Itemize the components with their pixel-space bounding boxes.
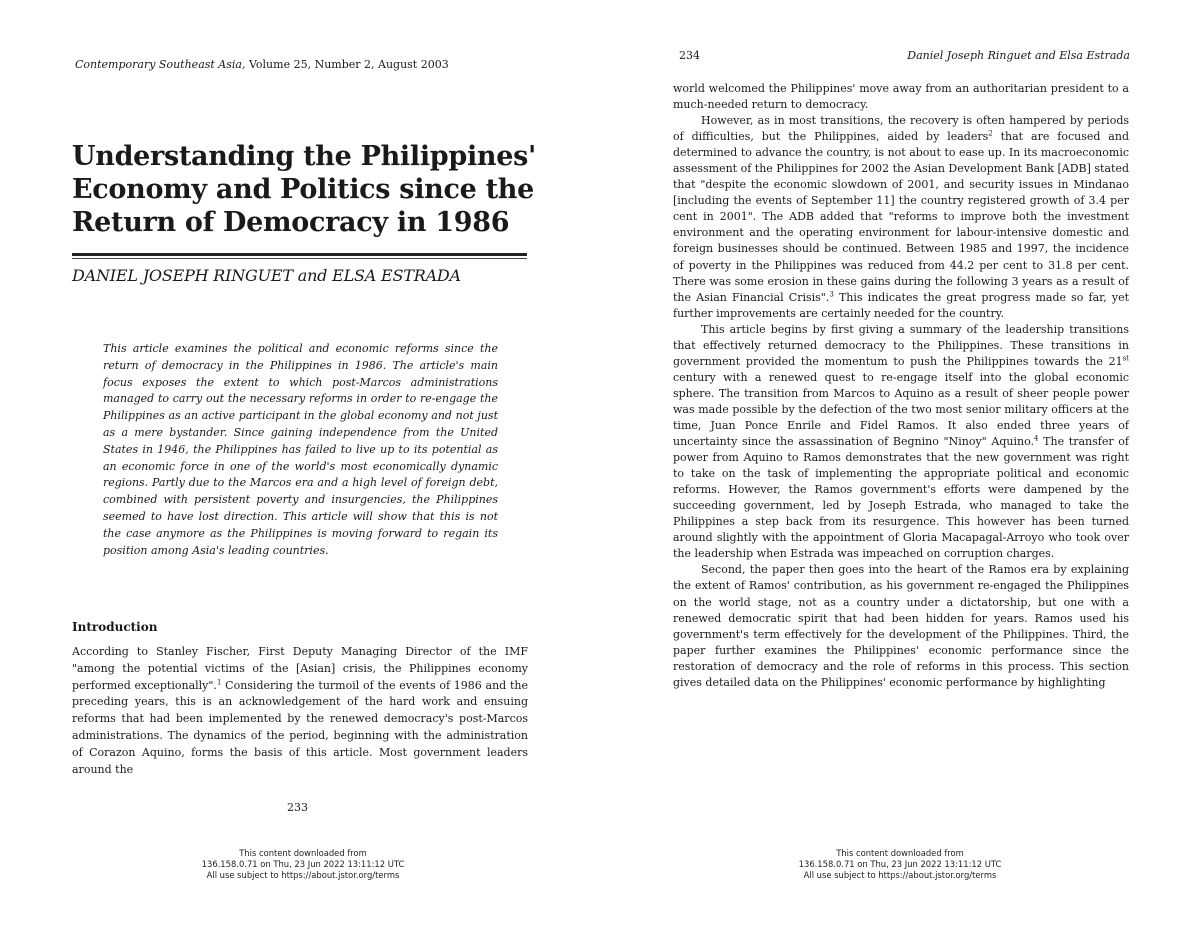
paragraph-1: world welcomed the Philippines' move away from an authoritarian president to a much-needed return to democracy. [673,82,1129,112]
abstract: This article examines the political and economic reforms since the return of democracy in the Philippines in 1986. The article's main focus exposes the extent to which post-Marcos administrations managed to carry out the necessary reforms in order to re-engage the Philippines as an active participant in the global economy and not just as a mere bystander. Since gaining independence from the United States in 1946, the Philippines has failed to live up to its potential as an economic force in one of the world's most economically dynamic regions. Partly due to the Marcos era and a high level of foreign debt, combined with persistent poverty and insurgencies, the Philippines seemed to have lost direction. This article will show that this is not the case anymore as the Philippines is moving forward to regain its position among Asia's leading countries. [103,342,498,557]
footer-line-3: All use subject to https://about.jstor.org/terms [206,870,400,880]
running-head-right: Daniel Joseph Ringuet and Elsa Estrada [907,49,1130,62]
body-text-right [673,81,1129,691]
intro-text-1: According to Stanley Fischer, First Deputy Managing Director of the IMF "among the potential victims of the [Asian] crisis, the Philippines economy performed exceptionally". [72,645,528,692]
footnote-ref-2[interactable]: 2 [988,129,993,138]
page-number-left: 233 [287,801,308,814]
page-number-right: 234 [679,49,700,62]
footnote-ref-4[interactable]: 4 [1034,434,1039,443]
title-rule-thick [72,253,527,256]
intro-text-2: Considering the turmoil of the events of 1986 and the preceding years, this is an acknowledgement of the hard work and ensuing reforms that had been implemented by the renewed democracy's post-Marcos administrations. The dynamics of the period, beginning with the administration of Corazon Aquino, forms the basis of this article. Most government leaders around the [72,678,528,776]
paragraph-2 [673,113,1129,322]
paragraph-3-text-a: This article begins by first giving a summary of the leadership transitions that effectively returned democracy to the Philippines. These transitions in government provided the momentum to push the Philippines towards the 21 [673,322,1129,368]
article-title: Understanding the Philippines' Economy and Politics since the Return of Democracy in 1986 [72,141,536,238]
paragraph-2-text-c: This indicates the great progress made so far, yet further improvements are certainly needed for the country. [673,290,1129,320]
paragraph-3 [673,322,1129,563]
footer-line-3: All use subject to https://about.jstor.org/terms [803,870,997,880]
paragraph-2-text-a: However, as in most transitions, the recovery is often hampered by periods of difficulties, but the Philippines, aided by leaders [673,114,1129,144]
journal-name: Contemporary Southeast Asia, [75,58,246,71]
paragraph-4: Second, the paper then goes into the heart of the Ramos era by explaining the extent of Ramos' contribution, as his government re-engaged the Philippines on the world stage, not as a country under a dictatorship, but one with a renewed democratic spirit that had been hidden for years. Ramos used his government's term effectively for the development of the Philippines. Third, the paper further examines the Philippines' economic performance since the restoration of democracy and the role of reforms in this process. This section gives detailed data on the Philippines' economic performance by highlighting [673,563,1129,689]
download-footer-right [770,848,1030,881]
intro-paragraph [72,644,528,778]
section-heading-introduction: Introduction [72,620,158,634]
running-head-left [75,58,475,71]
paragraph-3-text-b: century with a renewed quest to re-engage itself into the global economic sphere. The transition from Marcos to Aquino as a result of sheer people power was made possible by the defection of the two most senior military officers at the time, Juan Ponce Enrile and Fidel Ramos. It also ended three years of uncertainty since the assassination of Begnino "Ninoy" Aquino. [673,370,1129,449]
footnote-ref-1[interactable]: 1 [216,677,222,686]
footer-line-1: This content downloaded from [239,848,367,858]
footnote-ref-3[interactable]: 3 [829,289,834,298]
right-page [600,0,1200,927]
footer-line-1: This content downloaded from [836,848,964,858]
paragraph-3-text-c: The transfer of power from Aquino to Ramos demonstrates that the new government was right to take on the task of implementing the appropriate political and economic reforms. However, the Ramos government's efforts were dampened by the succeeding government, led by Joseph Estrada, who managed to take the Philippines a step back from its resurgence. This however has been turned around slightly with the appointment of Gloria Macapagal-Arroyo who took over the leadership when Estrada was impeached on corruption charges. [673,435,1129,561]
footer-line-2: 136.158.0.71 on Thu, 23 Jun 2022 13:11:12 UTC [798,859,1002,869]
journal-issue: Volume 25, Number 2, August 2003 [245,58,449,71]
title-rule-thin [72,258,527,259]
footer-line-2: 136.158.0.71 on Thu, 23 Jun 2022 13:11:12 UTC [201,859,405,869]
article-authors: DANIEL JOSEPH RINGUET and ELSA ESTRADA [72,266,461,285]
download-footer-left [173,848,433,881]
ordinal-suffix: st [1122,354,1129,363]
paragraph-2-text-b: that are focused and determined to advance the country, is not about to ease up. In its macroeconomic assessment of the Philippines for 2002 the Asian Development Bank [ADB] stated that "despite the economic slowdown of 2001, and security issues in Mindanao [including the events of September 11] the country registered growth of 3.4 per cent in 2001". The ADB added that "reforms to improve both the investment environment and the operating environment for labour-intensive domestic and foreign businesses should be continued. Between 1985 and 1997, the incidence of poverty in the Philippines was reduced from 44.2 per cent to 31.8 per cent. There was some erosion in these gains during the following 3 years as a result of the Asian Financial Crisis". [673,130,1129,304]
